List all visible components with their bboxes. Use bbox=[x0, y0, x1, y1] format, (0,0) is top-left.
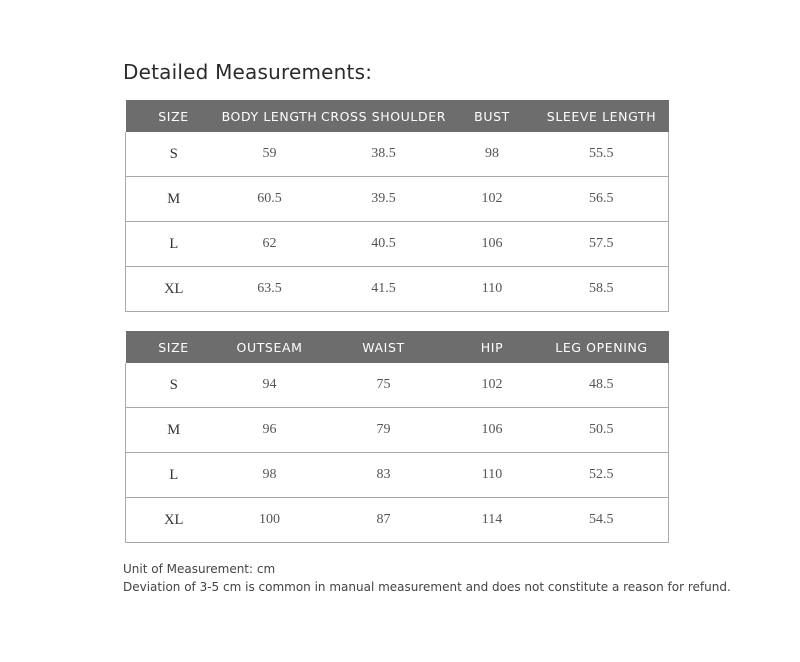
table-cell: 48.5 bbox=[535, 363, 669, 408]
table-row bbox=[126, 453, 669, 498]
table-cell: XL bbox=[126, 267, 222, 312]
deviation-note: Deviation of 3-5 cm is common in manual measurement and does not constitute a reason for refund. bbox=[123, 580, 731, 594]
top-measurements-table bbox=[125, 100, 669, 312]
table-cell: 102 bbox=[481, 377, 503, 392]
unit-note: Unit of Measurement: cm bbox=[123, 562, 276, 576]
table-cell: 94 bbox=[262, 377, 277, 392]
table-cell: L bbox=[126, 222, 222, 267]
table-cell: 41.5 bbox=[318, 267, 450, 312]
table-cell: S bbox=[126, 132, 222, 177]
table-cell: 58.5 bbox=[535, 267, 669, 312]
table-cell: 102 bbox=[450, 177, 535, 222]
table-cell: 56.5 bbox=[535, 177, 669, 222]
table-cell: 87 bbox=[318, 498, 450, 543]
header-outseam: OUTSEAM bbox=[222, 331, 318, 363]
table-cell: M bbox=[126, 177, 222, 222]
table-cell: 110 bbox=[450, 453, 535, 498]
header-sleeve-length: SLEEVE LENGTH bbox=[535, 100, 669, 132]
table-row bbox=[126, 498, 669, 543]
table-row bbox=[126, 267, 669, 312]
header-cross-shoulder: CROSS SHOULDER bbox=[318, 100, 450, 132]
table-cell: 75 bbox=[376, 377, 391, 392]
table-cell: 39.5 bbox=[318, 177, 450, 222]
table-cell: 96 bbox=[222, 408, 318, 453]
table-cell: 63.5 bbox=[222, 267, 318, 312]
table-cell: 57.5 bbox=[535, 222, 669, 267]
header-size: SIZE bbox=[126, 331, 222, 363]
table-cell: S bbox=[126, 363, 222, 408]
header-waist: WAIST bbox=[318, 331, 450, 363]
table-row bbox=[126, 177, 669, 222]
header-hip: HIP bbox=[450, 331, 535, 363]
table-cell: 50.5 bbox=[535, 408, 669, 453]
table-cell: 98 bbox=[485, 146, 499, 161]
table-cell: 40.5 bbox=[318, 222, 450, 267]
table-cell: 106 bbox=[450, 222, 535, 267]
table-cell: 110 bbox=[450, 267, 535, 312]
page-title: Detailed Measurements: bbox=[123, 60, 373, 84]
measurement-notes bbox=[123, 560, 731, 596]
table-cell: 62 bbox=[222, 222, 318, 267]
table-cell: 114 bbox=[450, 498, 535, 543]
table-row bbox=[126, 222, 669, 267]
table-cell: M bbox=[126, 408, 222, 453]
table-cell: 83 bbox=[318, 453, 450, 498]
table-cell: 79 bbox=[318, 408, 450, 453]
table-cell: 52.5 bbox=[535, 453, 669, 498]
table-cell: XL bbox=[126, 498, 222, 543]
table-cell: 59 bbox=[262, 146, 277, 161]
table-row bbox=[126, 132, 669, 177]
table-row bbox=[126, 363, 669, 408]
table-header-row bbox=[126, 331, 669, 363]
header-size: SIZE bbox=[126, 100, 222, 132]
header-body-length: BODY LENGTH bbox=[222, 100, 318, 132]
table-cell: 38.5 bbox=[371, 146, 396, 161]
table-cell: 60.5 bbox=[222, 177, 318, 222]
table-cell: L bbox=[126, 453, 222, 498]
header-leg-opening: LEG OPENING bbox=[535, 331, 669, 363]
table-row bbox=[126, 408, 669, 453]
header-bust: BUST bbox=[450, 100, 535, 132]
table-cell: 100 bbox=[222, 498, 318, 543]
table-header-row bbox=[126, 100, 669, 132]
table-cell: 54.5 bbox=[535, 498, 669, 543]
table-cell: 106 bbox=[450, 408, 535, 453]
bottom-measurements-table bbox=[125, 331, 669, 543]
table-cell: 55.5 bbox=[535, 132, 669, 177]
table-cell: 98 bbox=[222, 453, 318, 498]
